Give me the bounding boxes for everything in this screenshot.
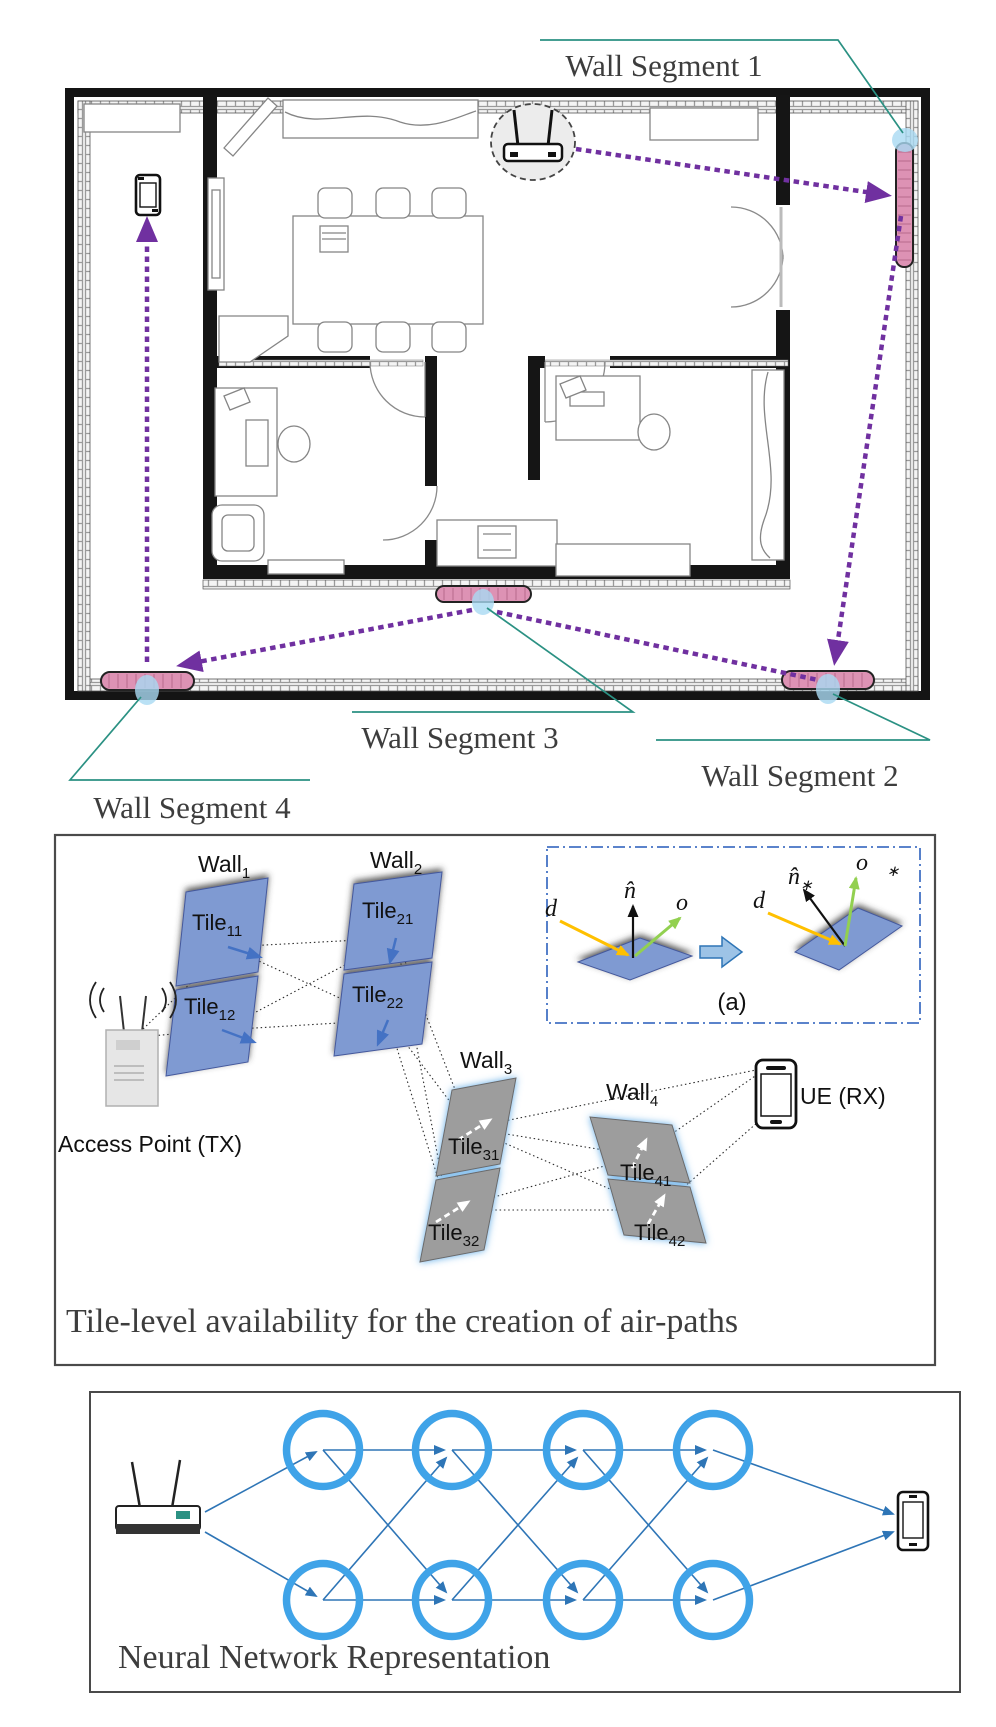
vector-n-label: n̂ (624, 878, 636, 904)
shelf (84, 104, 180, 132)
access-point-plan (491, 104, 575, 180)
tile12-label: Tile$_{12}$ (184, 994, 236, 1024)
nn-panel (90, 1392, 960, 1692)
curtain (752, 370, 784, 560)
tile22-label: Tile$_{22}$ (352, 982, 404, 1012)
ue-label: UE (RX) (800, 1083, 886, 1109)
tile-22-panel (334, 962, 432, 1056)
wall4-label: Wall$_4$ (606, 1079, 659, 1110)
tile31-label: Tile$_{31}$ (448, 1134, 500, 1164)
wall-segment-2-label: Wall Segment 2 (701, 758, 899, 793)
office-wall-hatch-2 (545, 360, 788, 366)
tile42-label: Tile$_{42}$ (634, 1220, 686, 1250)
reflection-point-ws1 (892, 128, 918, 152)
tile-12-panel (166, 976, 258, 1076)
wall-segment-1-highlight (896, 143, 913, 267)
access-point-highlight-circle (491, 104, 575, 180)
floorplan-panel (70, 40, 931, 825)
outer-wall-hatch-left (78, 101, 90, 691)
wall-segment-1-label: Wall Segment 1 (565, 48, 763, 83)
nn-panel-caption: Neural Network Representation (118, 1639, 551, 1676)
access-point-label: Access Point (TX) (58, 1131, 243, 1157)
phone-icon-plan (136, 175, 160, 215)
vector-d2-label: d⃗ (753, 888, 784, 914)
vector-o2-label: $o⃗_∗$ (856, 850, 900, 880)
nn-phone-icon (898, 1492, 928, 1550)
tile41-label: Tile$_{41}$ (620, 1160, 672, 1190)
tile21-label: Tile$_{21}$ (362, 898, 414, 928)
wall2-label: Wall$_2$ (370, 847, 423, 878)
tile32-label: Tile$_{32}$ (428, 1220, 480, 1250)
vector-n2-label: $n̂_∗$ (788, 864, 813, 894)
tile11-label: Tile$_{11}$ (192, 910, 243, 940)
wall1-label: Wall$_1$ (198, 851, 251, 882)
reflection-point-ws2 (816, 674, 840, 704)
tile-panel-caption: Tile-level availability for the creation of air-paths (66, 1303, 739, 1340)
vector-o-label: o⃗ (676, 890, 707, 916)
wall-segment-4-label: Wall Segment 4 (93, 790, 291, 825)
inset-caption: (a) (717, 989, 747, 1016)
cabinet (650, 108, 758, 140)
wall-segment-3-label: Wall Segment 3 (361, 720, 559, 755)
wall3-label: Wall$_3$ (460, 1047, 513, 1078)
tile-panel (55, 835, 935, 1365)
ue-phone-icon (756, 1060, 796, 1128)
office2-cabinet (556, 544, 690, 576)
vector-d-label: d⃗ (545, 896, 576, 922)
